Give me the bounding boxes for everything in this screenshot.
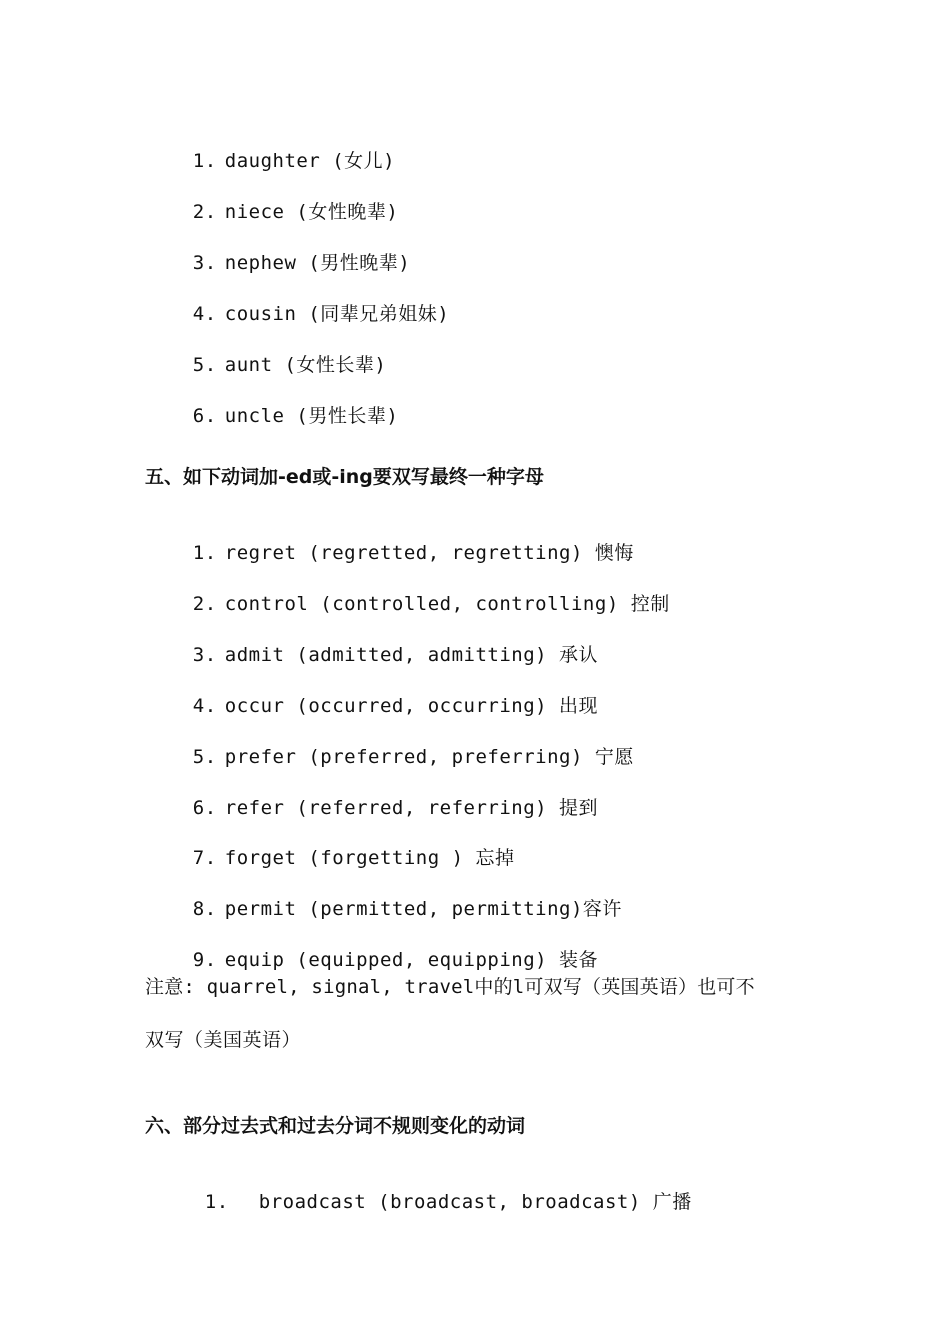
list-item <box>145 1166 692 1238</box>
list-text: uncle (男性长辈) <box>224 405 399 427</box>
list-text: nephew (男性晚辈) <box>224 252 411 274</box>
list-text: prefer (preferred, preferring) 宁愿 <box>224 746 634 768</box>
list-item <box>145 380 398 452</box>
list-number: 2. <box>192 593 217 615</box>
list-text: broadcast (broadcast, broadcast) 广播 <box>258 1191 692 1213</box>
list-number: 4. <box>192 695 217 717</box>
list-text: occur (occurred, occurring) 出现 <box>224 695 599 717</box>
list-text: daughter (女儿) <box>224 150 396 172</box>
list-text: control (controlled, controlling) 控制 <box>224 593 670 615</box>
note-line: 注意: quarrel, signal, travel中的l可双写（英国英语）也可不 <box>145 976 755 998</box>
list-text: equip (equipped, equipping) 装备 <box>224 949 599 971</box>
list-number: 2. <box>192 201 217 223</box>
list-text: regret (regretted, regretting) 懊悔 <box>224 542 634 564</box>
list-number: 5. <box>192 354 217 376</box>
note-line: 双写（美国英语） <box>145 1029 302 1051</box>
list-number: 6. <box>192 797 217 819</box>
list-number: 1. <box>192 542 217 564</box>
list-number: 1. <box>204 1191 229 1213</box>
list-text: refer (referred, referring) 提到 <box>224 797 599 819</box>
list-number: 5. <box>192 746 217 768</box>
list-number: 4. <box>192 303 217 325</box>
list-text: forget (forgetting ) 忘掉 <box>224 847 515 869</box>
list-text: permit (permitted, permitting)容许 <box>224 898 622 920</box>
list-text: admit (admitted, admitting) 承认 <box>224 644 599 666</box>
list-number: 9. <box>192 949 217 971</box>
list-number: 1. <box>192 150 217 172</box>
list-number: 6. <box>192 405 217 427</box>
list-text: niece (女性晚辈) <box>224 201 399 223</box>
list-number: 7. <box>192 847 217 869</box>
list-number: 8. <box>192 898 217 920</box>
list-text: cousin (同辈兄弟姐妹) <box>224 303 450 325</box>
list-number: 3. <box>192 644 217 666</box>
section-heading: 五、如下动词加-ed或-ing要双写最终一种字母 <box>145 466 544 488</box>
section-heading: 六、部分过去式和过去分词不规则变化的动词 <box>145 1115 526 1137</box>
list-number: 3. <box>192 252 217 274</box>
list-text: aunt (女性长辈) <box>224 354 387 376</box>
